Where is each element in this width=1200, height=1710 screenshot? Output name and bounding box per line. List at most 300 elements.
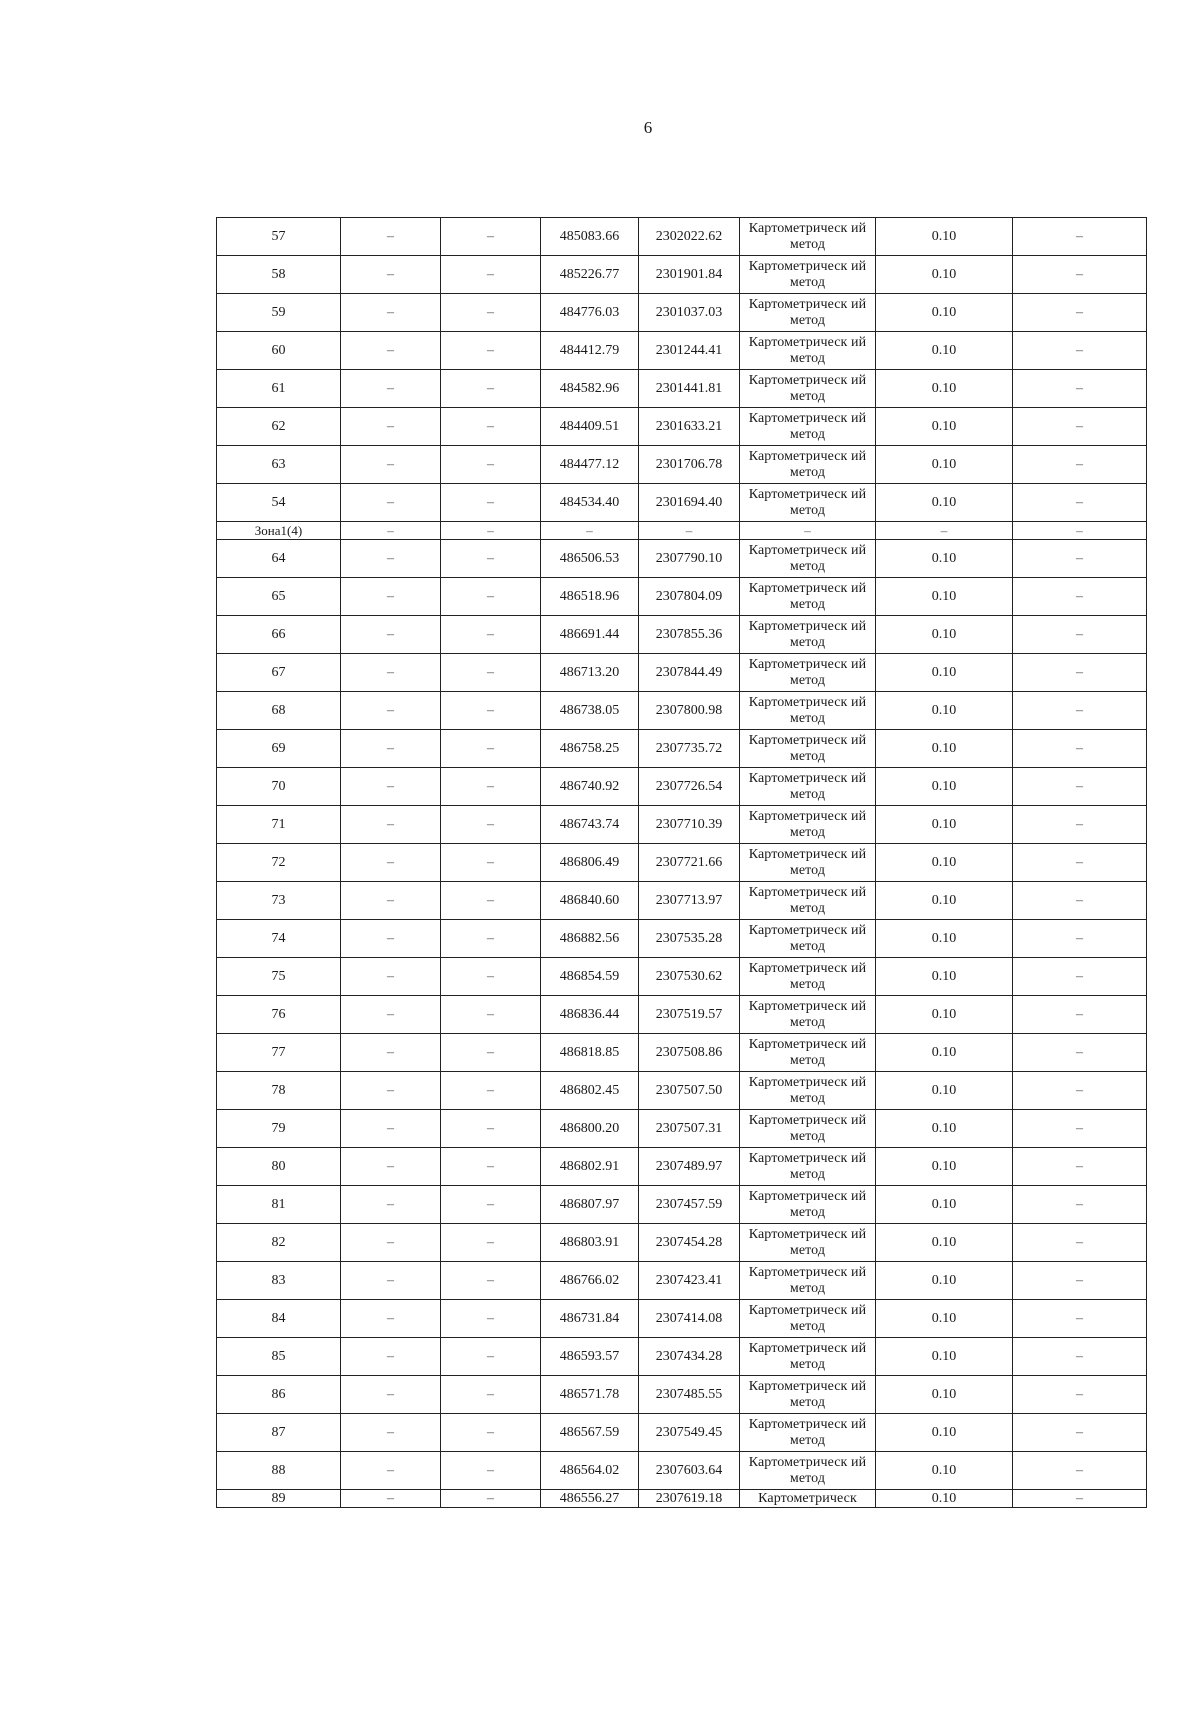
method-cell: Картометрическ [740, 1490, 876, 1508]
method-cell: Картометрическ ий метод [740, 1452, 876, 1490]
old-x-cell: – [341, 294, 441, 332]
x-coordinate-cell: 486506.53 [541, 540, 639, 578]
method-cell: Картометрическ ий метод [740, 996, 876, 1034]
point-number-cell: 69 [217, 730, 341, 768]
old-y-cell: – [441, 408, 541, 446]
x-coordinate-cell: 484582.96 [541, 370, 639, 408]
point-number-cell: 71 [217, 806, 341, 844]
y-coordinate-cell: 2307434.28 [639, 1338, 740, 1376]
old-x-cell: – [341, 844, 441, 882]
point-number-cell: 67 [217, 654, 341, 692]
table-row [217, 882, 1147, 920]
method-cell: Картометрическ ий метод [740, 446, 876, 484]
y-coordinate-cell: 2307507.50 [639, 1072, 740, 1110]
table-row [217, 540, 1147, 578]
old-y-cell: – [441, 1300, 541, 1338]
old-y-cell: – [441, 768, 541, 806]
y-coordinate-cell: 2307457.59 [639, 1186, 740, 1224]
accuracy-cell: 0.10 [876, 1338, 1013, 1376]
x-coordinate-cell: 486571.78 [541, 1376, 639, 1414]
y-coordinate-cell: 2301694.40 [639, 484, 740, 522]
y-coordinate-cell: 2307489.97 [639, 1148, 740, 1186]
old-y-cell: – [441, 616, 541, 654]
point-number-cell: 83 [217, 1262, 341, 1300]
old-x-cell: – [341, 1072, 441, 1110]
point-number-cell: 75 [217, 958, 341, 996]
x-coordinate-cell: 486593.57 [541, 1338, 639, 1376]
coordinates-table [216, 217, 1147, 1508]
method-cell: Картометрическ ий метод [740, 218, 876, 256]
accuracy-cell: 0.10 [876, 920, 1013, 958]
point-number-cell: 59 [217, 294, 341, 332]
accuracy-cell: 0.10 [876, 1186, 1013, 1224]
point-number-cell: 88 [217, 1452, 341, 1490]
y-coordinate-cell: 2307800.98 [639, 692, 740, 730]
point-number-cell: 61 [217, 370, 341, 408]
y-coordinate-cell: 2301633.21 [639, 408, 740, 446]
point-number-cell: 66 [217, 616, 341, 654]
method-cell: Картометрическ ий метод [740, 844, 876, 882]
zone-empty-cell: – [876, 522, 1013, 540]
accuracy-cell: 0.10 [876, 1148, 1013, 1186]
y-coordinate-cell: 2307710.39 [639, 806, 740, 844]
table-row [217, 654, 1147, 692]
description-cell: – [1013, 1376, 1147, 1414]
x-coordinate-cell: 486738.05 [541, 692, 639, 730]
old-x-cell: – [341, 996, 441, 1034]
method-cell: Картометрическ ий метод [740, 1376, 876, 1414]
x-coordinate-cell: 485083.66 [541, 218, 639, 256]
description-cell: – [1013, 1224, 1147, 1262]
old-y-cell: – [441, 446, 541, 484]
accuracy-cell: 0.10 [876, 294, 1013, 332]
method-cell: Картометрическ ий метод [740, 1186, 876, 1224]
old-x-cell: – [341, 1490, 441, 1508]
zone-row [217, 522, 1147, 540]
old-x-cell: – [341, 256, 441, 294]
accuracy-cell: 0.10 [876, 654, 1013, 692]
x-coordinate-cell: 484534.40 [541, 484, 639, 522]
accuracy-cell: 0.10 [876, 616, 1013, 654]
x-coordinate-cell: 486564.02 [541, 1452, 639, 1490]
accuracy-cell: 0.10 [876, 332, 1013, 370]
old-y-cell: – [441, 1414, 541, 1452]
old-x-cell: – [341, 1262, 441, 1300]
x-coordinate-cell: 486802.45 [541, 1072, 639, 1110]
table-row [217, 484, 1147, 522]
point-number-cell: 74 [217, 920, 341, 958]
method-cell: Картометрическ ий метод [740, 1300, 876, 1338]
method-cell: Картометрическ ий метод [740, 730, 876, 768]
description-cell: – [1013, 806, 1147, 844]
y-coordinate-cell: 2307735.72 [639, 730, 740, 768]
point-number-cell: 57 [217, 218, 341, 256]
accuracy-cell: 0.10 [876, 958, 1013, 996]
point-number-cell: 76 [217, 996, 341, 1034]
y-coordinate-cell: 2302022.62 [639, 218, 740, 256]
table-row [217, 1262, 1147, 1300]
accuracy-cell: 0.10 [876, 806, 1013, 844]
description-cell: – [1013, 294, 1147, 332]
accuracy-cell: 0.10 [876, 692, 1013, 730]
y-coordinate-cell: 2307549.45 [639, 1414, 740, 1452]
method-cell: Картометрическ ий метод [740, 540, 876, 578]
x-coordinate-cell: 486836.44 [541, 996, 639, 1034]
y-coordinate-cell: 2307535.28 [639, 920, 740, 958]
x-coordinate-cell: 486882.56 [541, 920, 639, 958]
y-coordinate-cell: 2307844.49 [639, 654, 740, 692]
old-x-cell: – [341, 1224, 441, 1262]
method-cell: Картометрическ ий метод [740, 920, 876, 958]
point-number-cell: 87 [217, 1414, 341, 1452]
method-cell: Картометрическ ий метод [740, 1338, 876, 1376]
description-cell: – [1013, 768, 1147, 806]
point-number-cell: 85 [217, 1338, 341, 1376]
x-coordinate-cell: 486567.59 [541, 1414, 639, 1452]
table-row [217, 1452, 1147, 1490]
description-cell: – [1013, 1262, 1147, 1300]
point-number-cell: 86 [217, 1376, 341, 1414]
point-number-cell: 73 [217, 882, 341, 920]
point-number-cell: 54 [217, 484, 341, 522]
accuracy-cell: 0.10 [876, 844, 1013, 882]
y-coordinate-cell: 2307603.64 [639, 1452, 740, 1490]
old-x-cell: – [341, 768, 441, 806]
zone-empty-cell: – [740, 522, 876, 540]
old-x-cell: – [341, 730, 441, 768]
table-row [217, 294, 1147, 332]
method-cell: Картометрическ ий метод [740, 768, 876, 806]
method-cell: Картометрическ ий метод [740, 332, 876, 370]
old-y-cell: – [441, 692, 541, 730]
x-coordinate-cell: 486806.49 [541, 844, 639, 882]
old-y-cell: – [441, 1110, 541, 1148]
point-number-cell: 80 [217, 1148, 341, 1186]
zone-empty-cell: – [639, 522, 740, 540]
description-cell: – [1013, 996, 1147, 1034]
table-row [217, 806, 1147, 844]
page-number: 6 [643, 118, 653, 137]
zone-empty-cell: – [341, 522, 441, 540]
x-coordinate-cell: 486802.91 [541, 1148, 639, 1186]
old-x-cell: – [341, 958, 441, 996]
x-coordinate-cell: 484477.12 [541, 446, 639, 484]
description-cell: – [1013, 882, 1147, 920]
point-number-cell: 70 [217, 768, 341, 806]
description-cell: – [1013, 692, 1147, 730]
old-x-cell: – [341, 920, 441, 958]
x-coordinate-cell: 486803.91 [541, 1224, 639, 1262]
description-cell: – [1013, 540, 1147, 578]
description-cell: – [1013, 408, 1147, 446]
description-cell: – [1013, 370, 1147, 408]
old-x-cell: – [341, 484, 441, 522]
old-y-cell: – [441, 540, 541, 578]
old-x-cell: – [341, 1148, 441, 1186]
description-cell: – [1013, 1300, 1147, 1338]
x-coordinate-cell: 486800.20 [541, 1110, 639, 1148]
point-number-cell: 64 [217, 540, 341, 578]
accuracy-cell: 0.10 [876, 1034, 1013, 1072]
x-coordinate-cell: 486854.59 [541, 958, 639, 996]
table-row [217, 1186, 1147, 1224]
old-y-cell: – [441, 332, 541, 370]
old-x-cell: – [341, 692, 441, 730]
accuracy-cell: 0.10 [876, 1490, 1013, 1508]
description-cell: – [1013, 1490, 1147, 1508]
old-x-cell: – [341, 446, 441, 484]
point-number-cell: 84 [217, 1300, 341, 1338]
accuracy-cell: 0.10 [876, 730, 1013, 768]
accuracy-cell: 0.10 [876, 370, 1013, 408]
old-x-cell: – [341, 408, 441, 446]
description-cell: – [1013, 1148, 1147, 1186]
old-y-cell: – [441, 730, 541, 768]
description-cell: – [1013, 578, 1147, 616]
old-x-cell: – [341, 1376, 441, 1414]
table-row [217, 370, 1147, 408]
table-row [217, 1376, 1147, 1414]
x-coordinate-cell: 486518.96 [541, 578, 639, 616]
x-coordinate-cell: 485226.77 [541, 256, 639, 294]
y-coordinate-cell: 2307619.18 [639, 1490, 740, 1508]
x-coordinate-cell: 484776.03 [541, 294, 639, 332]
point-number-cell: 81 [217, 1186, 341, 1224]
old-x-cell: – [341, 578, 441, 616]
method-cell: Картометрическ ий метод [740, 370, 876, 408]
zone-label-cell: Зона1(4) [217, 522, 341, 540]
old-y-cell: – [441, 1452, 541, 1490]
y-coordinate-cell: 2307507.31 [639, 1110, 740, 1148]
accuracy-cell: 0.10 [876, 578, 1013, 616]
old-x-cell: – [341, 218, 441, 256]
description-cell: – [1013, 1414, 1147, 1452]
old-x-cell: – [341, 1338, 441, 1376]
y-coordinate-cell: 2307726.54 [639, 768, 740, 806]
point-number-cell: 63 [217, 446, 341, 484]
old-x-cell: – [341, 1452, 441, 1490]
x-coordinate-cell: 486740.92 [541, 768, 639, 806]
x-coordinate-cell: 484409.51 [541, 408, 639, 446]
accuracy-cell: 0.10 [876, 256, 1013, 294]
accuracy-cell: 0.10 [876, 446, 1013, 484]
method-cell: Картометрическ ий метод [740, 256, 876, 294]
point-number-cell: 82 [217, 1224, 341, 1262]
zone-empty-cell: – [541, 522, 639, 540]
table-row [217, 1300, 1147, 1338]
old-y-cell: – [441, 920, 541, 958]
table-row [217, 408, 1147, 446]
accuracy-cell: 0.10 [876, 484, 1013, 522]
description-cell: – [1013, 844, 1147, 882]
y-coordinate-cell: 2307855.36 [639, 616, 740, 654]
old-y-cell: – [441, 958, 541, 996]
method-cell: Картометрическ ий метод [740, 692, 876, 730]
old-y-cell: – [441, 806, 541, 844]
method-cell: Картометрическ ий метод [740, 1262, 876, 1300]
old-y-cell: – [441, 1186, 541, 1224]
accuracy-cell: 0.10 [876, 1414, 1013, 1452]
accuracy-cell: 0.10 [876, 1300, 1013, 1338]
old-x-cell: – [341, 332, 441, 370]
y-coordinate-cell: 2307530.62 [639, 958, 740, 996]
y-coordinate-cell: 2301441.81 [639, 370, 740, 408]
old-y-cell: – [441, 996, 541, 1034]
old-x-cell: – [341, 806, 441, 844]
x-coordinate-cell: 484412.79 [541, 332, 639, 370]
old-y-cell: – [441, 1262, 541, 1300]
y-coordinate-cell: 2307454.28 [639, 1224, 740, 1262]
old-y-cell: – [441, 294, 541, 332]
y-coordinate-cell: 2307508.86 [639, 1034, 740, 1072]
description-cell: – [1013, 256, 1147, 294]
zone-empty-cell: – [441, 522, 541, 540]
table-row [217, 730, 1147, 768]
method-cell: Картометрическ ий метод [740, 408, 876, 446]
table-row [217, 218, 1147, 256]
point-number-cell: 62 [217, 408, 341, 446]
old-x-cell: – [341, 616, 441, 654]
old-y-cell: – [441, 1338, 541, 1376]
y-coordinate-cell: 2301037.03 [639, 294, 740, 332]
old-y-cell: – [441, 844, 541, 882]
table-row [217, 692, 1147, 730]
y-coordinate-cell: 2307485.55 [639, 1376, 740, 1414]
y-coordinate-cell: 2307519.57 [639, 996, 740, 1034]
description-cell: – [1013, 654, 1147, 692]
accuracy-cell: 0.10 [876, 1110, 1013, 1148]
old-y-cell: – [441, 1224, 541, 1262]
old-x-cell: – [341, 882, 441, 920]
table-row [217, 1414, 1147, 1452]
old-x-cell: – [341, 540, 441, 578]
accuracy-cell: 0.10 [876, 882, 1013, 920]
table-row [217, 1034, 1147, 1072]
accuracy-cell: 0.10 [876, 1452, 1013, 1490]
accuracy-cell: 0.10 [876, 1262, 1013, 1300]
old-y-cell: – [441, 218, 541, 256]
old-x-cell: – [341, 1300, 441, 1338]
accuracy-cell: 0.10 [876, 996, 1013, 1034]
accuracy-cell: 0.10 [876, 540, 1013, 578]
table-row [217, 332, 1147, 370]
method-cell: Картометрическ ий метод [740, 1110, 876, 1148]
accuracy-cell: 0.10 [876, 408, 1013, 446]
x-coordinate-cell: 486556.27 [541, 1490, 639, 1508]
y-coordinate-cell: 2307414.08 [639, 1300, 740, 1338]
old-x-cell: – [341, 654, 441, 692]
method-cell: Картометрическ ий метод [740, 1034, 876, 1072]
point-number-cell: 79 [217, 1110, 341, 1148]
x-coordinate-cell: 486818.85 [541, 1034, 639, 1072]
old-x-cell: – [341, 1414, 441, 1452]
zone-empty-cell: – [1013, 522, 1147, 540]
point-number-cell: 72 [217, 844, 341, 882]
description-cell: – [1013, 218, 1147, 256]
y-coordinate-cell: 2301901.84 [639, 256, 740, 294]
description-cell: – [1013, 1110, 1147, 1148]
description-cell: – [1013, 446, 1147, 484]
x-coordinate-cell: 486731.84 [541, 1300, 639, 1338]
x-coordinate-cell: 486743.74 [541, 806, 639, 844]
method-cell: Картометрическ ий метод [740, 654, 876, 692]
y-coordinate-cell: 2307713.97 [639, 882, 740, 920]
table-row [217, 768, 1147, 806]
accuracy-cell: 0.10 [876, 1376, 1013, 1414]
description-cell: – [1013, 920, 1147, 958]
x-coordinate-cell: 486807.97 [541, 1186, 639, 1224]
table-row [217, 256, 1147, 294]
old-y-cell: – [441, 484, 541, 522]
table-row [217, 446, 1147, 484]
table-row [217, 1110, 1147, 1148]
method-cell: Картометрическ ий метод [740, 958, 876, 996]
description-cell: – [1013, 1186, 1147, 1224]
x-coordinate-cell: 486766.02 [541, 1262, 639, 1300]
y-coordinate-cell: 2307423.41 [639, 1262, 740, 1300]
point-number-cell: 89 [217, 1490, 341, 1508]
y-coordinate-cell: 2307721.66 [639, 844, 740, 882]
old-y-cell: – [441, 654, 541, 692]
table-row [217, 616, 1147, 654]
accuracy-cell: 0.10 [876, 218, 1013, 256]
table-row [217, 958, 1147, 996]
old-y-cell: – [441, 882, 541, 920]
point-number-cell: 58 [217, 256, 341, 294]
old-y-cell: – [441, 370, 541, 408]
method-cell: Картометрическ ий метод [740, 1414, 876, 1452]
old-y-cell: – [441, 256, 541, 294]
method-cell: Картометрическ ий метод [740, 616, 876, 654]
description-cell: – [1013, 958, 1147, 996]
point-number-cell: 68 [217, 692, 341, 730]
old-y-cell: – [441, 578, 541, 616]
table-row [217, 1224, 1147, 1262]
old-x-cell: – [341, 370, 441, 408]
y-coordinate-cell: 2301244.41 [639, 332, 740, 370]
y-coordinate-cell: 2301706.78 [639, 446, 740, 484]
table-row [217, 1338, 1147, 1376]
x-coordinate-cell: 486713.20 [541, 654, 639, 692]
description-cell: – [1013, 1072, 1147, 1110]
point-number-cell: 60 [217, 332, 341, 370]
description-cell: – [1013, 1452, 1147, 1490]
method-cell: Картометрическ ий метод [740, 882, 876, 920]
point-number-cell: 78 [217, 1072, 341, 1110]
description-cell: – [1013, 484, 1147, 522]
method-cell: Картометрическ ий метод [740, 1148, 876, 1186]
method-cell: Картометрическ ий метод [740, 294, 876, 332]
old-x-cell: – [341, 1034, 441, 1072]
old-y-cell: – [441, 1034, 541, 1072]
point-number-cell: 65 [217, 578, 341, 616]
table-row [217, 1072, 1147, 1110]
method-cell: Картометрическ ий метод [740, 1072, 876, 1110]
description-cell: – [1013, 332, 1147, 370]
x-coordinate-cell: 486840.60 [541, 882, 639, 920]
coordinates-table-body [217, 218, 1147, 1508]
x-coordinate-cell: 486758.25 [541, 730, 639, 768]
old-y-cell: – [441, 1148, 541, 1186]
table-row [217, 996, 1147, 1034]
accuracy-cell: 0.10 [876, 768, 1013, 806]
method-cell: Картометрическ ий метод [740, 578, 876, 616]
old-y-cell: – [441, 1490, 541, 1508]
x-coordinate-cell: 486691.44 [541, 616, 639, 654]
table-row [217, 1490, 1147, 1508]
old-y-cell: – [441, 1072, 541, 1110]
table-row [217, 1148, 1147, 1186]
